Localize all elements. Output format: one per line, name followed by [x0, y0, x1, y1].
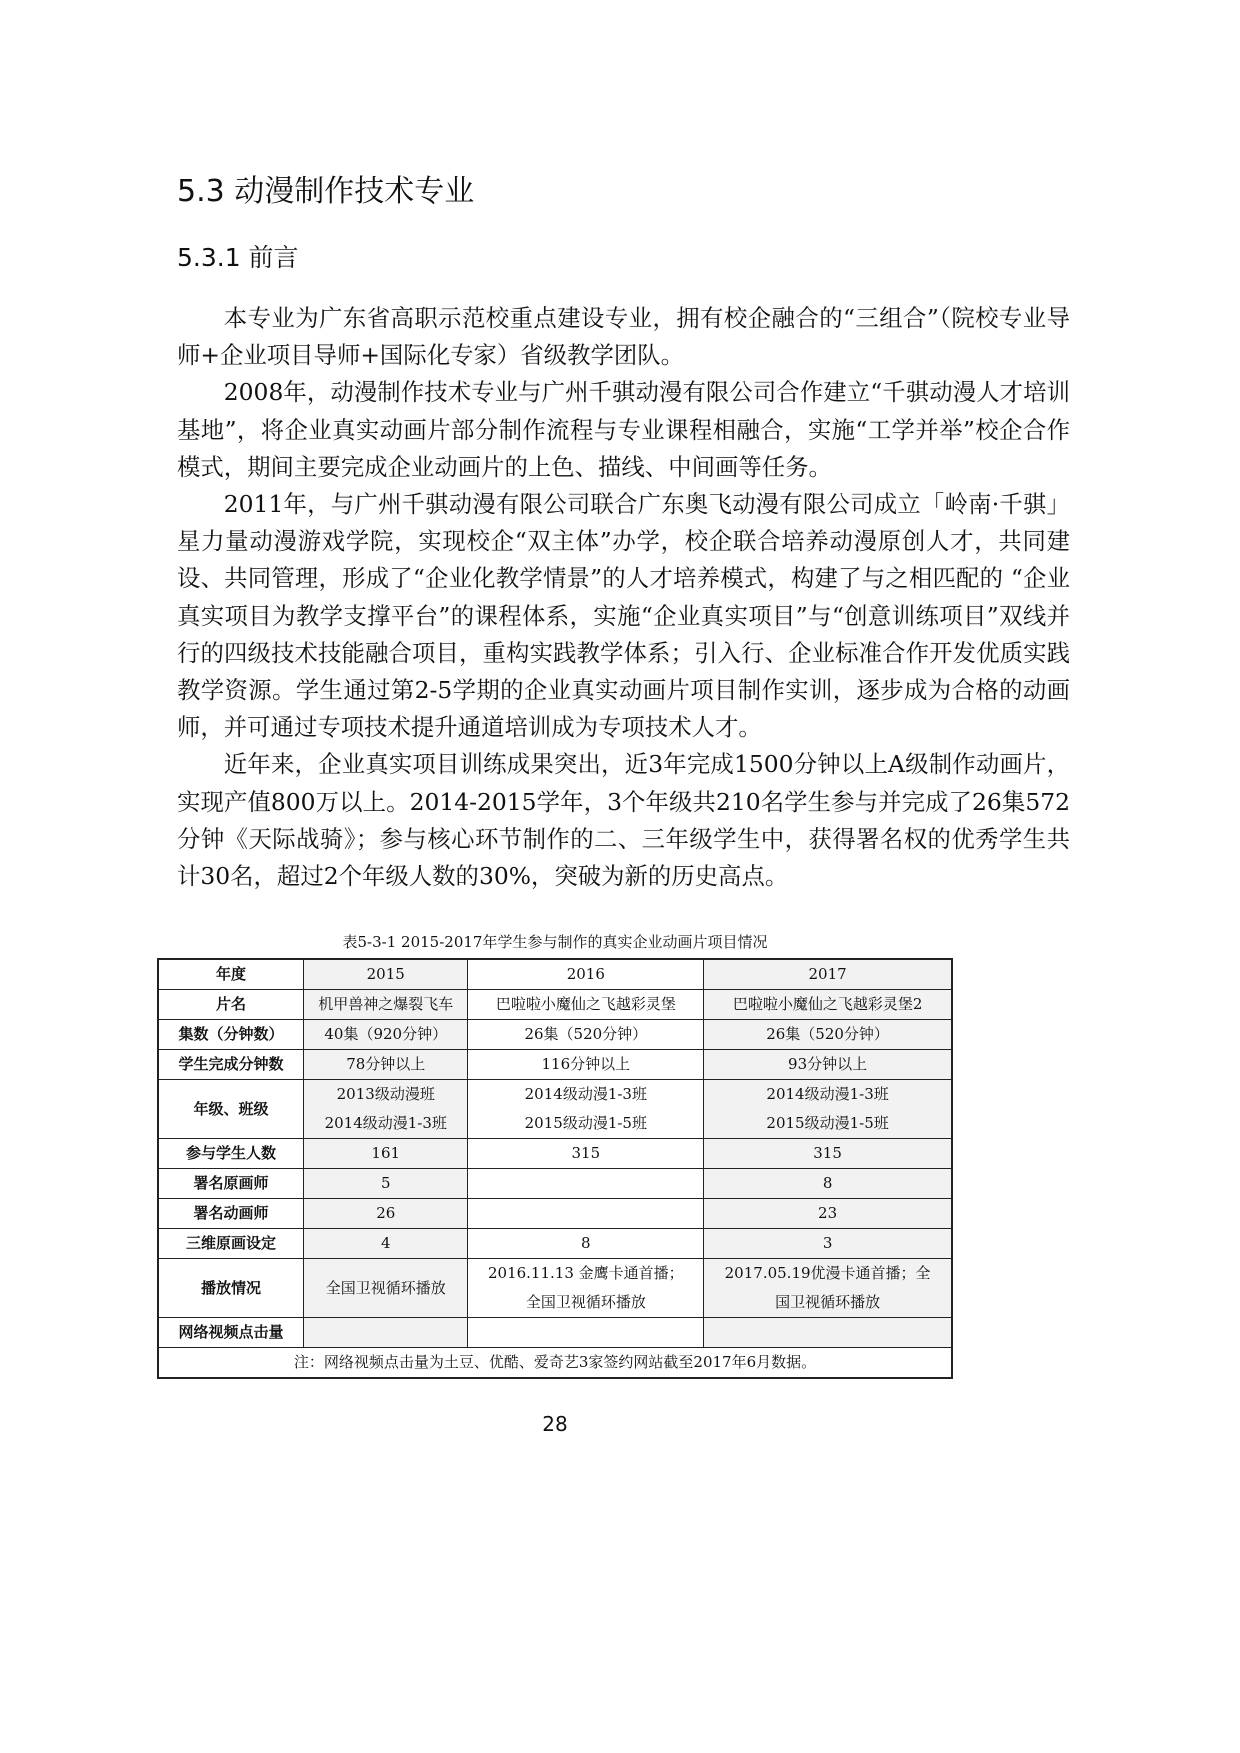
paragraph: 2011年，与广州千骐动漫有限公司联合广东奥飞动漫有限公司成立「岭南·千骐」星力量动漫游戏学院，实现校企“双主体”办学，校企联合培养动漫原创人才，共同建设、共同管理，形成了“企业化教学情景”的人才培养模式，构建了与之相匹配的 “企业真实项目为教学支撑平台”的课程体系，实施“企业真实项目”与“创意训练项目”双线并行的四级技术技能融合项目，重构实践教学体系；引入行、企业标准合作开发优质实践教学资源。学生通过第2-5学期的企业真实动画片项目制作实训，逐步成为合格的动画师，并可通过专项技术提升通道培训成为专项技术人才。: [177, 490, 1070, 742]
table-cell: [704, 1318, 952, 1348]
table-cell: 315: [468, 1139, 704, 1169]
body-text: [177, 300, 1070, 895]
cell-line: 全国卫视循环播放: [325, 1279, 446, 1297]
row-label: 年度: [158, 959, 304, 990]
table-cell: 8: [468, 1229, 704, 1259]
row-label: 署名动画师: [158, 1199, 304, 1229]
table-cell: 93分钟以上: [704, 1050, 952, 1080]
table-cell: 26集（520分钟）: [468, 1020, 704, 1050]
project-table: [157, 958, 953, 1379]
table-cell: [704, 1080, 952, 1139]
table-note-row: [158, 1348, 952, 1379]
table-cell: [704, 1259, 952, 1318]
table-cell: 4: [304, 1229, 468, 1259]
table-cell: [304, 1259, 468, 1318]
table-row: [158, 1020, 952, 1050]
table-cell: 机甲兽神之爆裂飞车: [304, 990, 468, 1020]
cell-line: 2017.05.19优漫卡通首播；全: [724, 1264, 931, 1282]
cell-line: 2015级动漫1-5班: [766, 1114, 889, 1132]
table-cell: 315: [704, 1139, 952, 1169]
table-row: [158, 990, 952, 1020]
table-cell: 3: [704, 1229, 952, 1259]
row-label: 三维原画设定: [158, 1229, 304, 1259]
table-note: 注：网络视频点击量为土豆、优酷、爱奇艺3家签约网站截至2017年6月数据。: [158, 1348, 952, 1379]
cell-line: 2014级动漫1-3班: [324, 1114, 447, 1132]
table-cell: 26: [304, 1199, 468, 1229]
table-row: [158, 1080, 952, 1139]
cell-line: 2016.11.13 金鹰卡通首播；: [487, 1264, 684, 1282]
table-cell: 8: [704, 1169, 952, 1199]
table-row: [158, 959, 952, 990]
cell-line: 2013级动漫班: [336, 1085, 435, 1103]
table-cell: [468, 1259, 704, 1318]
cell-line: 全国卫视循环播放: [525, 1293, 646, 1311]
table-row: [158, 1050, 952, 1080]
table-row: [158, 1229, 952, 1259]
table-cell: 巴啦啦小魔仙之飞越彩灵堡: [468, 990, 704, 1020]
subsection-title: 5.3.1 前言: [177, 243, 299, 272]
section-title: 5.3 动漫制作技术专业: [177, 174, 475, 209]
paragraph: 2008年，动漫制作技术专业与广州千骐动漫有限公司合作建立“千骐动漫人才培训基地”，将企业真实动画片部分制作流程与专业课程相融合，实施“工学并举”校企合作模式，期间主要完成企业动画片的上色、描线、中间画等任务。: [177, 378, 1070, 481]
table-cell: 5: [304, 1169, 468, 1199]
table-row: [158, 1199, 952, 1229]
table-row: [158, 1318, 952, 1348]
table-cell: [468, 1080, 704, 1139]
row-label: 网络视频点击量: [158, 1318, 304, 1348]
row-label: 片名: [158, 990, 304, 1020]
table-cell: 78分钟以上: [304, 1050, 468, 1080]
row-label: 年级、班级: [158, 1080, 304, 1139]
row-label: 学生完成分钟数: [158, 1050, 304, 1080]
row-label: 参与学生人数: [158, 1139, 304, 1169]
table-caption: 表5-3-1 2015-2017年学生参与制作的真实企业动画片项目情况: [342, 933, 768, 951]
cell-line: 2014级动漫1-3班: [524, 1085, 647, 1103]
table-cell: [304, 1318, 468, 1348]
table-row: [158, 1139, 952, 1169]
table-cell: 2015: [304, 959, 468, 990]
row-label: 署名原画师: [158, 1169, 304, 1199]
cell-line: 2014级动漫1-3班: [766, 1085, 889, 1103]
table-cell: 23: [704, 1199, 952, 1229]
row-label: 集数（分钟数）: [158, 1020, 304, 1050]
page-number: 28: [542, 1412, 568, 1436]
table-cell: 40集（920分钟）: [304, 1020, 468, 1050]
table-cell: [468, 1169, 704, 1199]
table-cell: 116分钟以上: [468, 1050, 704, 1080]
table-cell: 巴啦啦小魔仙之飞越彩灵堡2: [704, 990, 952, 1020]
table-cell: 2017: [704, 959, 952, 990]
table-cell: [468, 1318, 704, 1348]
cell-line: 2015级动漫1-5班: [524, 1114, 647, 1132]
table-row: [158, 1259, 952, 1318]
table-row: [158, 1169, 952, 1199]
table-cell: [468, 1199, 704, 1229]
table-cell: 2016: [468, 959, 704, 990]
table-cell: [304, 1080, 468, 1139]
cell-line: 国卫视循环播放: [775, 1293, 881, 1311]
table-cell: 161: [304, 1139, 468, 1169]
paragraph: 本专业为广东省高职示范校重点建设专业，拥有校企融合的“三组合”（院校专业导师+企业项目导师+国际化专家）省级教学团队。: [177, 304, 1070, 370]
row-label: 播放情况: [158, 1259, 304, 1318]
paragraph: 近年来，企业真实项目训练成果突出，近3年完成1500分钟以上A级制作动画片，实现产值800万以上。2014-2015学年，3个年级共210名学生参与并完成了26集572分钟《天际战骑》；参与核心环节制作的二、三年级学生中，获得署名权的优秀学生共计30名，超过2个年级人数的30%，突破为新的历史高点。: [177, 750, 1070, 891]
table-cell: 26集（520分钟）: [704, 1020, 952, 1050]
